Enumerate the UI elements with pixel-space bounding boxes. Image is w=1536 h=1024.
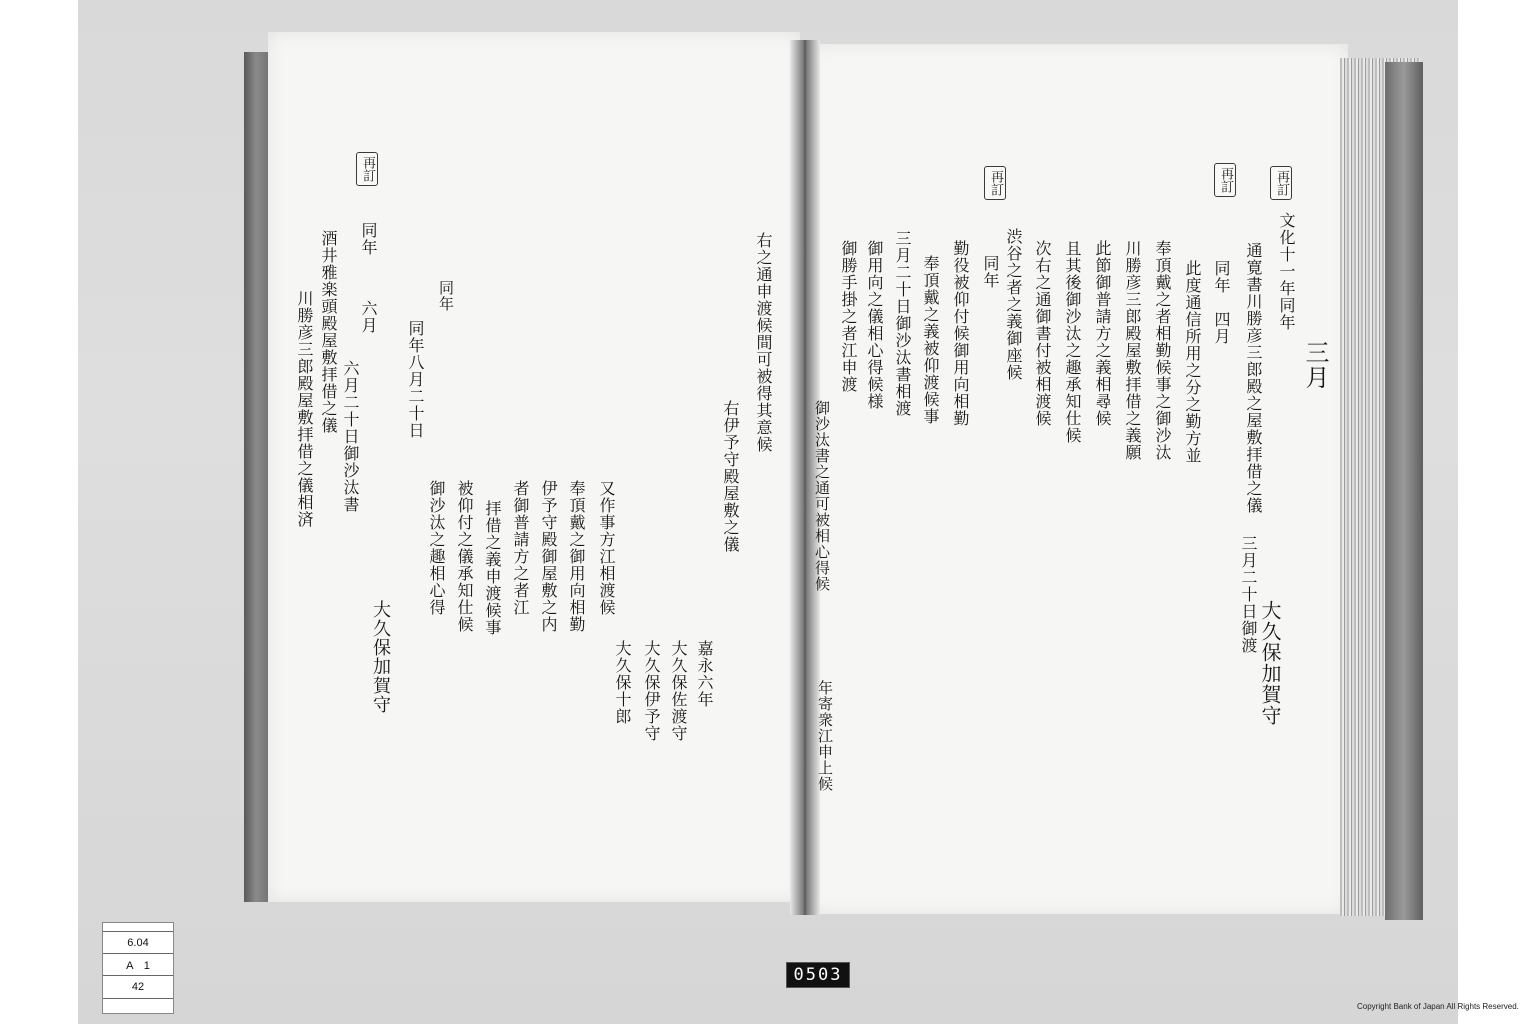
text-column: 奉頂戴之者相勤候事之御沙汰 bbox=[1153, 240, 1172, 461]
text-column: 御沙汰書之通可被相心得候 bbox=[813, 400, 831, 592]
text-column: 拝借之義申渡候事 bbox=[483, 500, 502, 636]
text-column: 又作事方江相渡候 bbox=[597, 480, 616, 616]
text-column: 次右之通御書付被相渡候 bbox=[1033, 240, 1052, 427]
text-column: 酒井雅楽頭殿屋敷拝借之儀 bbox=[319, 230, 338, 434]
right-page bbox=[808, 44, 1348, 914]
name-line: 嘉永六年 bbox=[695, 640, 714, 708]
text-column: 川勝彦三郎殿屋敷拝借之儀相済 bbox=[295, 290, 314, 528]
text-column: 同年八月二十日 bbox=[406, 320, 425, 439]
date-header: 三月 bbox=[1301, 340, 1329, 390]
stamp: 再訂 bbox=[1270, 166, 1292, 200]
archive-label-row: 42 bbox=[103, 975, 173, 999]
archive-label bbox=[102, 922, 174, 1014]
text-column: 者御普請方之者江 bbox=[511, 480, 530, 616]
text-column: 右伊予守殿屋敷之儀 bbox=[721, 400, 740, 553]
name-line: 大久保伊予守 bbox=[642, 640, 661, 742]
date-line: 六月 bbox=[359, 300, 378, 334]
frame-number: 0503 bbox=[786, 962, 850, 988]
text-column: 且其後御沙汰之趣承知仕候 bbox=[1063, 240, 1082, 444]
date-line: 同年 bbox=[359, 222, 378, 256]
date-line: 同年 bbox=[437, 280, 455, 312]
archive-label-row: 6.04 bbox=[103, 931, 173, 954]
text-column: 年寄衆江申上候 bbox=[816, 680, 834, 792]
text-column: 御用向之儀相心得候様 bbox=[865, 240, 884, 410]
text-column: 御勝手掛之者江申渡 bbox=[839, 240, 858, 393]
text-column: 奉頂戴之義被仰渡候事 bbox=[921, 255, 940, 425]
text-column: 同年 bbox=[981, 255, 1000, 289]
text-column: 渋谷之者之義御座候 bbox=[1004, 228, 1023, 381]
text-column: 被仰付之儀承知仕候 bbox=[455, 480, 474, 633]
book-cover-right bbox=[1385, 62, 1423, 920]
text-column: 此度通信所用之分之勤方並 bbox=[1183, 260, 1202, 464]
stamp: 再訂 bbox=[984, 166, 1006, 200]
signature: 大久保加賀守 bbox=[370, 600, 391, 714]
text-column: 勤役被仰付候御用向相勤 bbox=[951, 240, 970, 427]
text-column: 文化十一年同年 bbox=[1277, 212, 1296, 331]
stamp: 再訂 bbox=[1214, 163, 1236, 197]
archive-label-row: A 1 bbox=[103, 953, 173, 976]
text-column: 右之通申渡候間可被得其意候 bbox=[754, 232, 773, 453]
name-line: 大久保十郎 bbox=[613, 640, 632, 725]
text-column: 三月二十日御沙汰書相渡 bbox=[893, 230, 912, 417]
copyright-notice: Copyright Bank of Japan All Rights Reserved. bbox=[1357, 1002, 1519, 1011]
name-line: 大久保佐渡守 bbox=[669, 640, 688, 742]
text-column: 通寛書川勝彦三郎殿之屋敷拝借之儀 bbox=[1244, 242, 1263, 514]
text-column: 同年 四月 bbox=[1212, 260, 1231, 345]
date-note: 三月二十日御渡 bbox=[1239, 535, 1258, 654]
text-column: 御沙汰之趣相心得 bbox=[427, 480, 446, 616]
text-column: 六月二十日御沙汰書 bbox=[341, 360, 360, 513]
text-column: 奉頂戴之御用向相勤 bbox=[567, 480, 586, 633]
signature: 大久保加賀守 bbox=[1258, 600, 1282, 726]
stamp: 再訂 bbox=[356, 152, 378, 186]
text-column: 此節御普請方之義相尋候 bbox=[1093, 240, 1112, 427]
text-column: 川勝彦三郎殿屋敷拝借之義願 bbox=[1123, 240, 1142, 461]
text-column: 伊予守殿御屋敷之内 bbox=[539, 480, 558, 633]
